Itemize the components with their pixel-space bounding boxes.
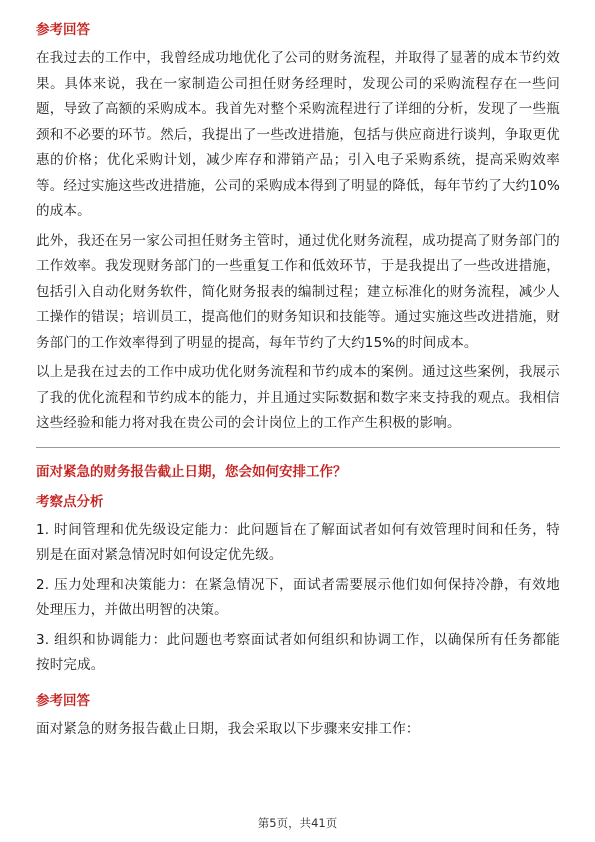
answer-paragraph-2: 此外，我还在另一家公司担任财务主管时，通过优化财务流程，成功提高了财务部门的工作效率。我发现财务部门的一些重复工作和低效环节，于是我提出了一些改进措施，包括引入自动化财务软件，简化财务报表的编制过程；建立标准化的财务流程，减少人工操作的错误；培训员工，提高他们的财务知识和技能等。通过实施这些改进措施，财务部门的工作效率得到了明显的提高，每年节约了大约15%的时间成本。 <box>36 232 560 351</box>
document-page <box>36 18 560 742</box>
answer-heading-2: 参考回答 <box>36 692 90 709</box>
answer-intro: 面对紧急的财务报告截止日期，我会采取以下步骤来安排工作： <box>36 720 420 737</box>
section-divider <box>36 447 560 448</box>
analysis-item-3: 3. 组织和协调能力：此问题也考察面试者如何组织和协调工作，以确保所有任务都能按时完成。 <box>36 631 560 673</box>
page-number: 第5页，共41页 <box>257 816 338 830</box>
analysis-item-1: 1. 时间管理和优先级设定能力：此问题旨在了解面试者如何有效管理时间和任务，特别是在面对紧急情况时如何设定优先级。 <box>36 521 560 563</box>
answer-paragraph-3: 以上是我在过去的工作中成功优化财务流程和节约成本的案例。通过这些案例，我展示了我的优化流程和节约成本的能力，并且通过实际数据和数字来支持我的观点。我相信这些经验和能力将对我在贵公司的会计岗位上的工作产生积极的影响。 <box>36 364 560 431</box>
answer-heading: 参考回答 <box>36 22 90 38</box>
analysis-item-2: 2. 压力处理和决策能力：在紧急情况下，面试者需要展示他们如何保持冷静，有效地处理压力，并做出明智的决策。 <box>36 576 560 618</box>
question-title: 面对紧急的财务报告截止日期，您会如何安排工作？ <box>36 463 347 480</box>
answer-paragraph-1: 在我过去的工作中，我曾经成功地优化了公司的财务流程，并取得了显著的成本节约效果。具体来说，我在一家制造公司担任财务经理时，发现公司的采购流程存在一些问题，导致了高额的采购成本。我首先对整个采购流程进行了详细的分析，发现了一些瓶颈和不必要的环节。然后，我提出了一些改进措施，包括与供应商进行谈判，争取更优惠的价格；优化采购计划，减少库存和滞销产品；引入电子采购系统，提高采购效率等。经过实施这些改进措施，公司的采购成本得到了明显的降低，每年节约了大约10%的成本。 <box>36 50 560 219</box>
analysis-heading: 考察点分析 <box>36 493 104 510</box>
